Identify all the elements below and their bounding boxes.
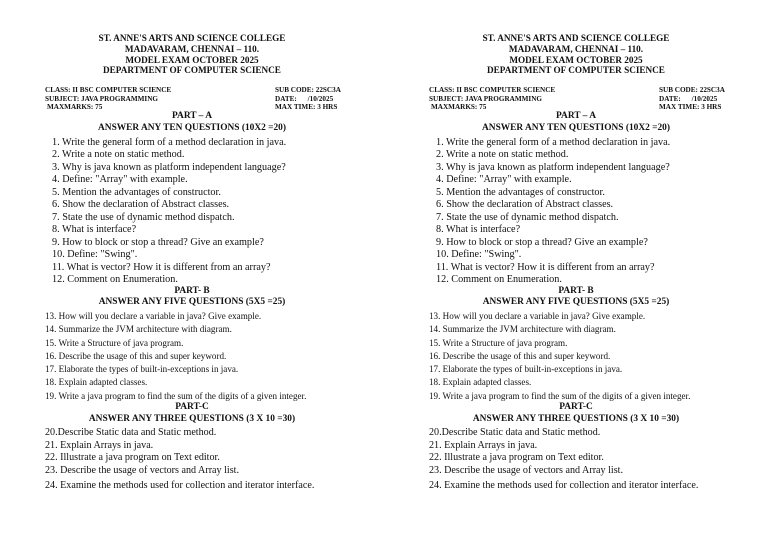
part-b-title: PART- B [174,286,210,296]
question-item: 6. Show the declaration of Abstract classes. [436,199,614,211]
part-c-title: PART-C [175,402,209,412]
question-item: 14. Summarize the JVM architecture with diagram. [45,324,232,335]
question-item: 5. Mention the advantages of constructor. [52,186,221,198]
question-item: 4. Define: "Array" with example. [52,174,188,186]
part-b-instruction: ANSWER ANY FIVE QUESTIONS (5X5 =25) [482,297,670,307]
question-item: 11. What is vector? How it is different from an array? [436,261,655,273]
part-b-questions [429,310,690,403]
question-item: 2. Write a note on static method. [436,149,569,161]
question-item: 7. State the use of dynamic method dispatch. [52,211,235,223]
question-item: 24. Examine the methods used for collection and iterator interface. [429,480,699,491]
part-a-title: PART – A [172,111,212,121]
question-item: 11. What is vector? How it is different from an array? [52,261,271,273]
question-item: 20.Describe Static data and Static method. [429,427,601,438]
question-item: 23. Describe the usage of vectors and Array list. [45,464,239,476]
question-item: 18. Explain adapted classes. [45,377,148,388]
college-name: ST. ANNE'S ARTS AND SCIENCE COLLEGE [98,33,286,43]
exam-title: MODEL EXAM OCTOBER 2025 [125,54,259,65]
question-item: 3. Why is java known as platform independent language? [52,161,286,173]
question-item: 9. How to block or stop a thread? Give an example? [436,236,648,248]
max-time-label: MAX TIME: 3 HRS [275,103,338,112]
question-item: 6. Show the declaration of Abstract classes. [52,199,230,211]
exam-title: MODEL EXAM OCTOBER 2025 [509,54,643,65]
question-item: 21. Explain Arrays in java. [45,439,154,451]
question-item: 15. Write a Structure of java program. [429,337,568,348]
part-b-title: PART- B [558,286,594,296]
question-item: 23. Describe the usage of vectors and Array list. [429,464,623,476]
department-name: DEPARTMENT OF COMPUTER SCIENCE [103,65,281,76]
question-item: 8. What is interface? [52,224,137,236]
date-label: DATE: /10/2025 [275,94,334,103]
question-item: 21. Explain Arrays in java. [429,439,538,451]
question-item: 3. Why is java known as platform independent language? [436,161,670,173]
question-item: 5. Mention the advantages of constructor. [436,186,605,198]
question-item: 16. Describe the usage of this and super keyword. [45,350,227,361]
college-name: ST. ANNE'S ARTS AND SCIENCE COLLEGE [482,33,670,43]
question-item: 19. Write a java program to find the sum of the digits of a given integer. [45,390,307,401]
subject-label: SUBJECT: JAVA PROGRAMMING [429,94,543,103]
part-a-title: PART – A [556,111,596,121]
part-a-questions [52,137,286,286]
question-item: 1. Write the general form of a method declaration in java. [436,137,671,148]
question-paper-right [384,0,768,543]
question-item: 22. Illustrate a java program on Text editor. [45,452,220,463]
part-a-instruction: ANSWER ANY TEN QUESTIONS (10X2 =20) [482,123,670,133]
maxmarks-label: MAXMARKS: 75 [431,103,487,112]
part-c-instruction: ANSWER ANY THREE QUESTIONS (3 X 10 =30) [472,414,680,424]
question-item: 18. Explain adapted classes. [429,377,532,388]
part-b-instruction: ANSWER ANY FIVE QUESTIONS (5X5 =25) [98,297,286,307]
max-time-label: MAX TIME: 3 HRS [659,103,722,112]
part-c-questions [429,427,698,493]
question-item: 13. How will you declare a variable in java? Give example. [429,311,646,321]
part-c-questions [45,427,314,493]
question-item: 2. Write a note on static method. [52,149,185,161]
sub-code-label: SUB CODE: 22SC3A [275,86,341,94]
question-item: 13. How will you declare a variable in java? Give example. [45,311,262,321]
paper-header [0,33,384,76]
exam-meta [45,86,345,112]
part-b-questions [45,310,306,403]
class-label: CLASS: II BSC COMPUTER SCIENCE [429,86,556,94]
class-label: CLASS: II BSC COMPUTER SCIENCE [45,86,172,94]
paper-header [384,33,768,76]
exam-meta [429,86,729,112]
question-item: 20.Describe Static data and Static method. [45,427,217,438]
question-item: 10. Define: "Swing". [436,249,522,261]
part-a-questions [436,137,670,286]
question-item: 24. Examine the methods used for collection and iterator interface. [45,480,315,491]
question-item: 10. Define: "Swing". [52,249,138,261]
college-address: MADAVARAM, CHENNAI – 110. [508,43,644,54]
part-c-title: PART-C [559,402,593,412]
maxmarks-label: MAXMARKS: 75 [47,103,103,112]
question-item: 7. State the use of dynamic method dispatch. [436,211,619,223]
question-item: 1. Write the general form of a method declaration in java. [52,137,287,148]
department-name: DEPARTMENT OF COMPUTER SCIENCE [487,65,665,76]
question-item: 12. Comment on Enumeration. [436,273,562,285]
college-address: MADAVARAM, CHENNAI – 110. [124,43,260,54]
part-a-instruction: ANSWER ANY TEN QUESTIONS (10X2 =20) [98,123,286,133]
date-label: DATE: /10/2025 [659,94,718,103]
sub-code-label: SUB CODE: 22SC3A [659,86,725,94]
question-item: 15. Write a Structure of java program. [45,337,184,348]
question-item: 8. What is interface? [436,224,521,236]
question-item: 16. Describe the usage of this and super keyword. [429,350,611,361]
question-item: 4. Define: "Array" with example. [436,174,572,186]
question-item: 19. Write a java program to find the sum of the digits of a given integer. [429,390,691,401]
question-item: 14. Summarize the JVM architecture with diagram. [429,324,616,335]
question-item: 22. Illustrate a java program on Text editor. [429,452,604,463]
part-c-instruction: ANSWER ANY THREE QUESTIONS (3 X 10 =30) [88,414,296,424]
question-item: 17. Elaborate the types of built-in-exceptions in java. [45,364,239,375]
question-item: 17. Elaborate the types of built-in-exceptions in java. [429,364,623,375]
subject-label: SUBJECT: JAVA PROGRAMMING [45,94,159,103]
question-item: 12. Comment on Enumeration. [52,273,178,285]
question-item: 9. How to block or stop a thread? Give an example? [52,236,264,248]
